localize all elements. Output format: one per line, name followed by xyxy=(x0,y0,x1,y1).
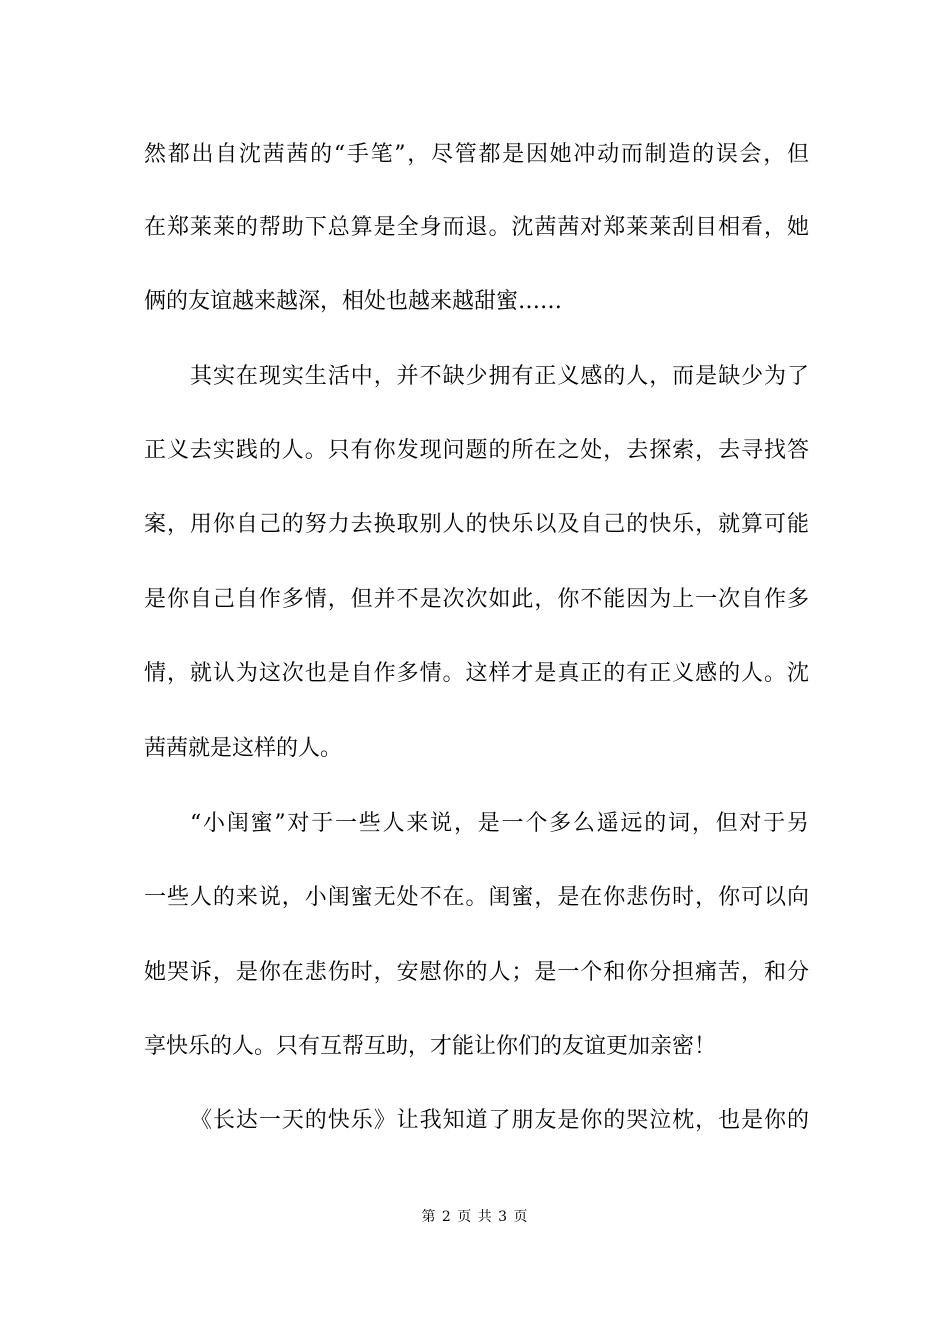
page-number-footer: 第 2 页 共 3 页 xyxy=(421,1209,529,1225)
text-line: 在郑莱莱的帮助下总算是全身而退。沈茜茜对郑莱莱刮目相看，她 xyxy=(144,215,809,240)
text-line: 正义去实践的人。只有你发现问题的所在之处，去探索，去寻找答 xyxy=(144,438,809,463)
paragraph-start-line: “小闺蜜”对于一些人来说，是一个多么遥远的词，但对于另 xyxy=(190,811,809,836)
paragraph-start-line: 其实在现实生活中，并不缺少拥有正义感的人，而是缺少为了 xyxy=(190,364,809,389)
text-line: 然都出自沈茜茜的“手笔”，尽管都是因她冲动而制造的误会，但 xyxy=(144,142,809,167)
paragraph-start-line: 《长达一天的快乐》让我知道了朋友是你的哭泣枕，也是你的 xyxy=(190,1108,809,1133)
text-line: 案，用你自己的努力去换取别人的快乐以及自己的快乐，就算可能 xyxy=(144,512,809,537)
text-line: 俩的友谊越来越深，相处也越来越甜蜜…… xyxy=(144,289,563,314)
text-line: 她哭诉，是你在悲伤时，安慰你的人；是一个和你分担痛苦，和分 xyxy=(144,960,809,985)
text-line: 茜茜就是这样的人。 xyxy=(144,736,343,761)
text-line: 一些人的来说，小闺蜜无处不在。闺蜜，是在你悲伤时，你可以向 xyxy=(144,885,809,910)
text-line: 享快乐的人。只有互帮互助，才能让你们的友谊更加亲密！ xyxy=(144,1034,717,1059)
text-line: 是你自己自作多情，但并不是次次如此，你不能因为上一次自作多 xyxy=(144,587,809,612)
text-line: 情，就认为这次也是自作多情。这样才是真正的有正义感的人。沈 xyxy=(144,661,809,686)
